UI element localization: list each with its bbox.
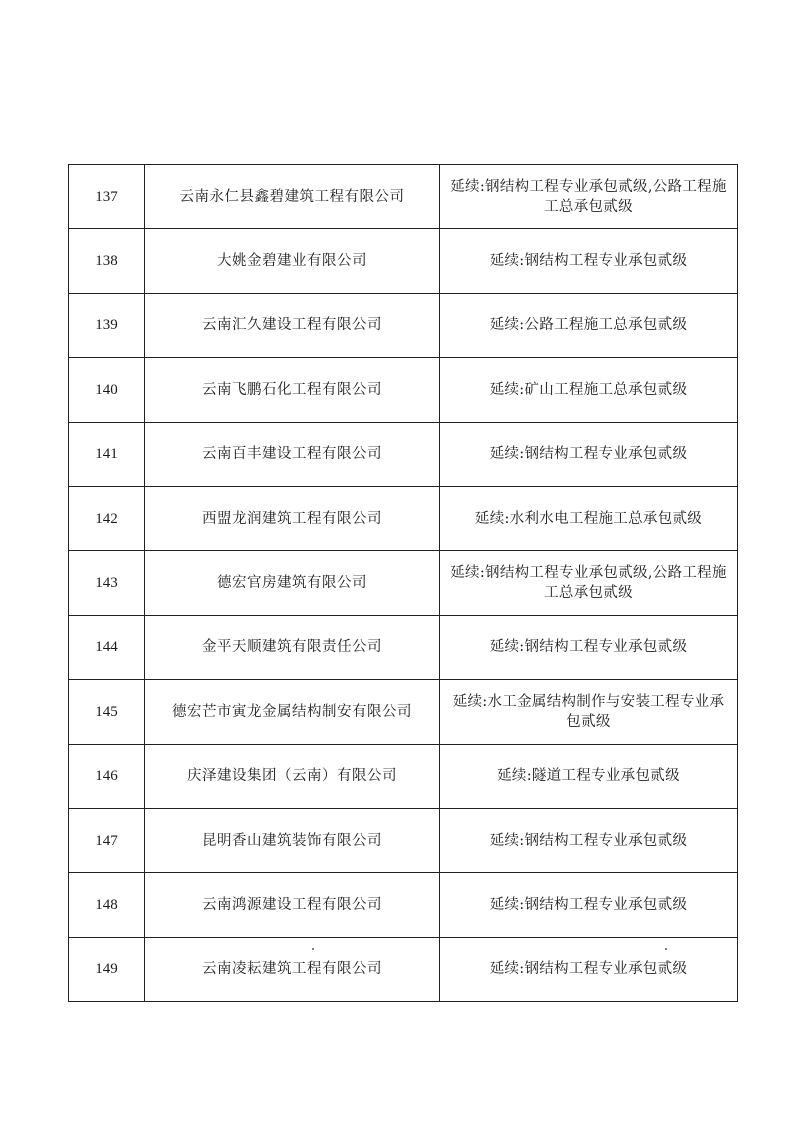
- scan-speck: [665, 948, 667, 950]
- row-number: 144: [69, 615, 145, 679]
- row-number: 147: [69, 808, 145, 872]
- qualification-cell: [440, 486, 738, 550]
- row-number: 146: [69, 744, 145, 808]
- table-row: [69, 744, 738, 808]
- qualification-text: 延续:钢结构工程专业承包贰级: [489, 446, 688, 463]
- qualification-cell: [440, 680, 738, 744]
- enterprise-qualification-table: [68, 164, 738, 1002]
- row-number: 140: [69, 358, 145, 422]
- qualification-text: 延续:钢结构工程专业承包贰级: [489, 253, 688, 270]
- row-number: 142: [69, 486, 145, 550]
- qualification-cell: [440, 615, 738, 679]
- row-number: 149: [69, 937, 145, 1001]
- qualification-cell: [440, 873, 738, 937]
- qualification-text: 延续:水工金属结构制作与安装工程专业承包贰级: [452, 693, 725, 730]
- table-row: [69, 680, 738, 744]
- qualification-cell: [440, 293, 738, 357]
- table-row: [69, 358, 738, 422]
- qualification-cell: [440, 744, 738, 808]
- qualification-text: 延续:钢结构工程专业承包贰级: [489, 832, 688, 849]
- row-number: 141: [69, 422, 145, 486]
- company-name: 德宏芒市寅龙金属结构制安有限公司: [145, 680, 440, 744]
- qualification-cell: [440, 551, 738, 615]
- table-row: [69, 422, 738, 486]
- qualification-cell: [440, 229, 738, 293]
- table-row: [69, 229, 738, 293]
- table-row: [69, 486, 738, 550]
- qualification-text: 延续:钢结构工程专业承包贰级: [489, 961, 688, 978]
- table-row: [69, 937, 738, 1001]
- company-name: 云南鸿源建设工程有限公司: [145, 873, 440, 937]
- table-row: [69, 873, 738, 937]
- qualification-cell: [440, 165, 738, 229]
- company-name: 庆泽建设集团（云南）有限公司: [145, 744, 440, 808]
- qualification-text: 延续:矿山工程施工总承包贰级: [489, 381, 688, 398]
- qualification-cell: [440, 422, 738, 486]
- row-number: 143: [69, 551, 145, 615]
- qualification-text: 延续:钢结构工程专业承包贰级,公路工程施工总承包贰级: [450, 565, 727, 602]
- qualification-cell: [440, 358, 738, 422]
- row-number: 148: [69, 873, 145, 937]
- row-number: 139: [69, 293, 145, 357]
- table-row: [69, 293, 738, 357]
- company-name: 云南百丰建设工程有限公司: [145, 422, 440, 486]
- row-number: 137: [69, 165, 145, 229]
- table-body: [69, 165, 738, 1002]
- company-name: 云南汇久建设工程有限公司: [145, 293, 440, 357]
- qualification-text: 延续:钢结构工程专业承包贰级: [489, 896, 688, 913]
- qualification-text: 延续:公路工程施工总承包贰级: [489, 317, 688, 334]
- company-name: 昆明香山建筑装饰有限公司: [145, 808, 440, 872]
- qualification-text: 延续:隧道工程专业承包贰级: [497, 768, 680, 785]
- company-name: 西盟龙润建筑工程有限公司: [145, 486, 440, 550]
- company-name: 云南凌耘建筑工程有限公司: [145, 937, 440, 1001]
- table-row: [69, 615, 738, 679]
- qualification-cell: [440, 937, 738, 1001]
- qualification-text: 延续:钢结构工程专业承包贰级: [489, 639, 688, 656]
- company-name: 云南飞鹏石化工程有限公司: [145, 358, 440, 422]
- company-name: 大姚金碧建业有限公司: [145, 229, 440, 293]
- row-number: 138: [69, 229, 145, 293]
- row-number: 145: [69, 680, 145, 744]
- company-name: 德宏官房建筑有限公司: [145, 551, 440, 615]
- company-name: 金平天顺建筑有限责任公司: [145, 615, 440, 679]
- table-row: [69, 551, 738, 615]
- qualification-cell: [440, 808, 738, 872]
- qualification-text: 延续:水利水电工程施工总承包贰级: [474, 510, 703, 527]
- scan-speck: [312, 948, 314, 950]
- qualification-text: 延续:钢结构工程专业承包贰级,公路工程施工总承包贰级: [450, 178, 727, 215]
- company-name: 云南永仁县鑫碧建筑工程有限公司: [145, 165, 440, 229]
- table-row: [69, 808, 738, 872]
- table-row: [69, 165, 738, 229]
